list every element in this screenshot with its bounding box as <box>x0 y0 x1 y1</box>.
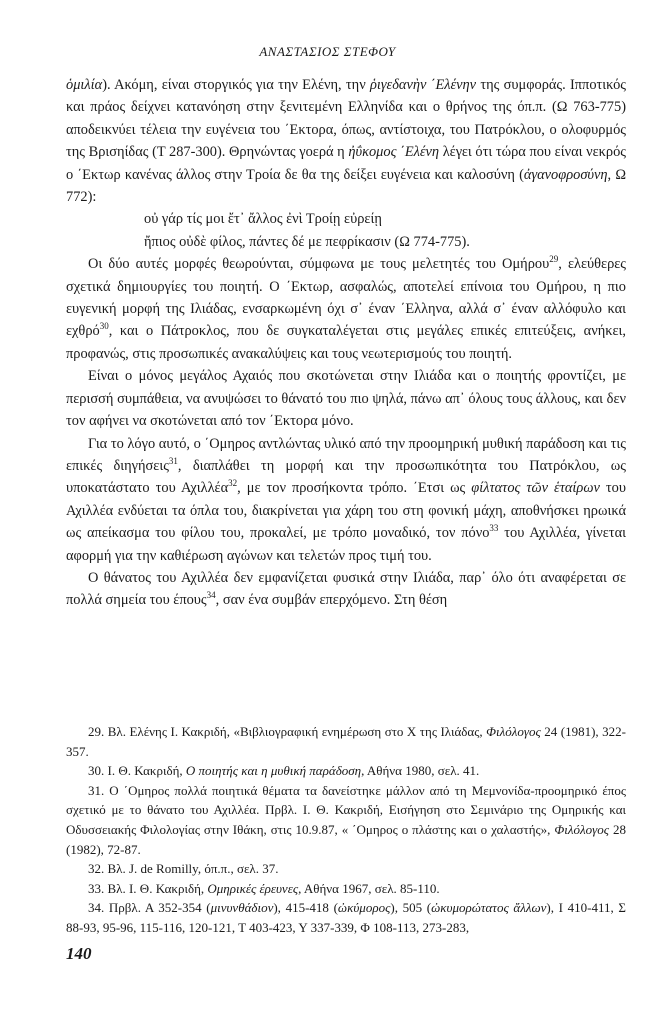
paragraph <box>66 567 626 612</box>
footnote <box>66 859 626 879</box>
italic-text: ἀγανοφροσύνη <box>523 166 608 183</box>
footnote-ref: 33 <box>489 523 499 534</box>
italic-text: ἠΰκομος ΄Ελένη <box>348 144 440 161</box>
text-run: 32. Βλ. J. de Romilly, όπ.π., σελ. 37. <box>88 861 279 877</box>
footnote-ref: 32 <box>228 478 238 489</box>
footnote <box>66 781 626 859</box>
footnote-ref: 31 <box>168 456 178 467</box>
text-run: 28 (1982), 72-87. <box>66 821 626 857</box>
running-header: ΑΝΑΣΤΑΣΙΟΣ ΣΤΕΦΟΥ <box>259 44 396 59</box>
text-run: Είναι ο μόνος μεγάλος Αχαιός που σκοτώνεται στην Ιλιάδα και ο ποιητής φροντίζει, με περισσή συμπάθεια, να ανυψώσει το θάνατό του πιο ψηλά, πάνω απ᾽ όλους τους άλλους, και δεν τον αφήνει να σκοτώνεται από τον ΄Εκτορα μόνο. <box>66 368 626 430</box>
italic-text: ὠκύμορος <box>337 900 391 916</box>
text-run: του Αχιλλέα, γίνεται αφορμή για την καθιέρωση αγώνων και τελετών προς τιμή του. <box>66 525 627 564</box>
main-text <box>66 74 626 612</box>
text-run: , Ω 772): <box>66 166 627 206</box>
verse-line: ἤπιος οὐδὲ φίλος, πάντες δέ με πεφρίκασιν (Ω 774-775). <box>144 233 470 250</box>
text-run: λέγει ότι τώρα που είναι νεκρός ο ΄Εκτωρ κανένας άλλος στην Τροία δε θα της δείξει ευγένεια και καλοσύνη ( <box>66 144 626 183</box>
italic-text: Φιλόλογος <box>486 724 541 739</box>
italic-text: μινυνθάδιον <box>210 900 274 916</box>
paragraph <box>66 365 626 432</box>
footnote <box>66 898 626 937</box>
text-run: του Αχιλλέα ενδύεται τα όπλα του, διακρίνεται για χάρη του στη φονική μάχη, αποθνήσκει ηρωικά ως απείκασμα του φίλου του, προκαλεί, με τρόπο μοναδικό, τον πόνο <box>66 480 626 542</box>
text-run: Ο θάνατος του Αχιλλέα δεν εμφανίζεται φυσικά στην Ιλιάδα, παρ᾽ όλο ότι αναφέρεται σε πολλά σημεία του έπους <box>66 569 626 609</box>
italic-text: ὁμιλία <box>66 77 103 93</box>
text-run: ), 415-418 ( <box>273 900 338 916</box>
text-run: Οι δύο αυτές μορφές θεωρούνται, σύμφωνα με τους μελετητές του Ομήρου <box>88 256 550 273</box>
footnote-ref: 29 <box>549 254 559 265</box>
footnote <box>66 761 626 781</box>
text-run: της συμφοράς. Ιπποτικός και πράος δείχνει κατανόηση στην ξενιτεμένη Ελληνίδα και ο θρήνος της όπ.π. (Ω 763-775) αποδεικνύει τέλεια την ευγένεια του ΄Εκτορα, όπως, αντίστοιχα, του Πατρόκλου, ο ολοφυρμός της Βρισηίδας (Τ 287-300). Θρηνώντας γοερά η <box>66 77 627 161</box>
footnotes <box>66 722 626 938</box>
italic-text: ῥιγεδανὴν ΄Ελένην <box>369 77 477 93</box>
text-run: ), Ι 410-411, Σ 88-93, 95-96, 115-116, 120-121, Τ 403-423, Υ 337-339, Φ 108-113, 273-283, <box>66 900 626 935</box>
italic-text: Ομηρικές έρευνες <box>207 880 299 896</box>
text-run: 34. Πρβλ. Α 352-354 ( <box>88 900 211 916</box>
text-run: , Αθήνα 1980, σελ. 41. <box>361 763 480 779</box>
paragraph <box>66 74 626 208</box>
text-run: , και ο Πάτροκλος, που δε συγκαταλέγεται στις μεγάλες επικές επιτεύξεις, ανήκει, προφανώς, στις προσωπικές ανακαλύψεις και τους νεωτερισμούς του ποιητή. <box>66 323 626 362</box>
page-number: 140 <box>66 944 92 963</box>
footnote <box>66 879 626 899</box>
text-run: Για το λόγο αυτό, ο ΄Ομηρος αντλώντας υλικό από την προομηρική μυθική παράδοση και τις επικές διηγήσεις <box>66 435 626 474</box>
text-run: , Αθήνα 1967, σελ. 85-110. <box>298 880 440 896</box>
text-run: 33. Βλ. Ι. Θ. Κακριδή, <box>88 880 208 896</box>
paragraph <box>66 253 626 365</box>
verse-line: οὐ γάρ τίς μοι ἔτ᾽ ἄλλος ἐνὶ Τροίῃ εὐρείῃ <box>144 211 382 228</box>
italic-text: φίλτατος τῶν ἑταίρων <box>471 480 600 497</box>
footnote-ref: 30 <box>99 321 109 332</box>
italic-text: Φιλόλογος <box>554 821 610 837</box>
text-run: ). Ακόμη, είναι στοργικός για την Ελένη, την <box>102 77 370 93</box>
footnote <box>66 722 626 761</box>
text-run: 30. Ι. Θ. Κακριδή, <box>88 763 186 779</box>
text-run: 31. Ο ΄Ομηρος πολλά ποιητικά θέματα τα δανείστηκε μάλλον από τη Μεμνονίδα-προομηρικό έπος σχετικό με το θάνατο του Αχιλλέα. Πρβλ. Ι. Θ. Κακριδή, Εισήγηση στο Σεμινάριο της Ομηρικής και Οδυσσειακής Φιλολογίας στην Ιθάκη, στις 10.9.87, « ΄Ομηρος ο πλάστης και ο χαλαστής», <box>66 782 626 837</box>
italic-text: ὠκυμορώτατος ἄλλων <box>431 900 547 916</box>
italic-text: Ο ποιητής και η μυθική παράδοση <box>185 763 362 779</box>
text-run: , ελεύθερες σχετικά δημιουργίες του ποιητή. Ο ΄Εκτωρ, ασφαλώς, αποτελεί επίνοια του Ομήρου, η πιο ευγενική μορφή της Ιλιάδας, ενσαρκωμένη όχι σ᾽ έναν ΄Ελληνα, αλλά σ᾽ έναν αλλόφυλο και εχθρό <box>66 256 626 340</box>
text-run: ), 505 ( <box>390 900 432 916</box>
text-run: 29. Βλ. Ελένης Ι. Κακριδή, «Βιβλιογραφική ενημέρωση στο Χ της Ιλιάδας, <box>88 724 487 739</box>
text-run: 24 (1981), 322-357. <box>66 724 626 759</box>
text-run: , διαπλάθει τη μορφή και την προσωπικότητα του Πατρόκλου, ως υποκατάστατο του Αχιλλέα <box>66 457 626 497</box>
paragraph <box>66 433 626 567</box>
footnote-ref: 34 <box>206 590 216 601</box>
text-run: , σαν ένα συμβάν επερχόμενο. Στη θέση <box>215 592 448 609</box>
text-run: , με τον προσήκοντα τρόπο. ΄Ετσι ως <box>237 480 472 497</box>
